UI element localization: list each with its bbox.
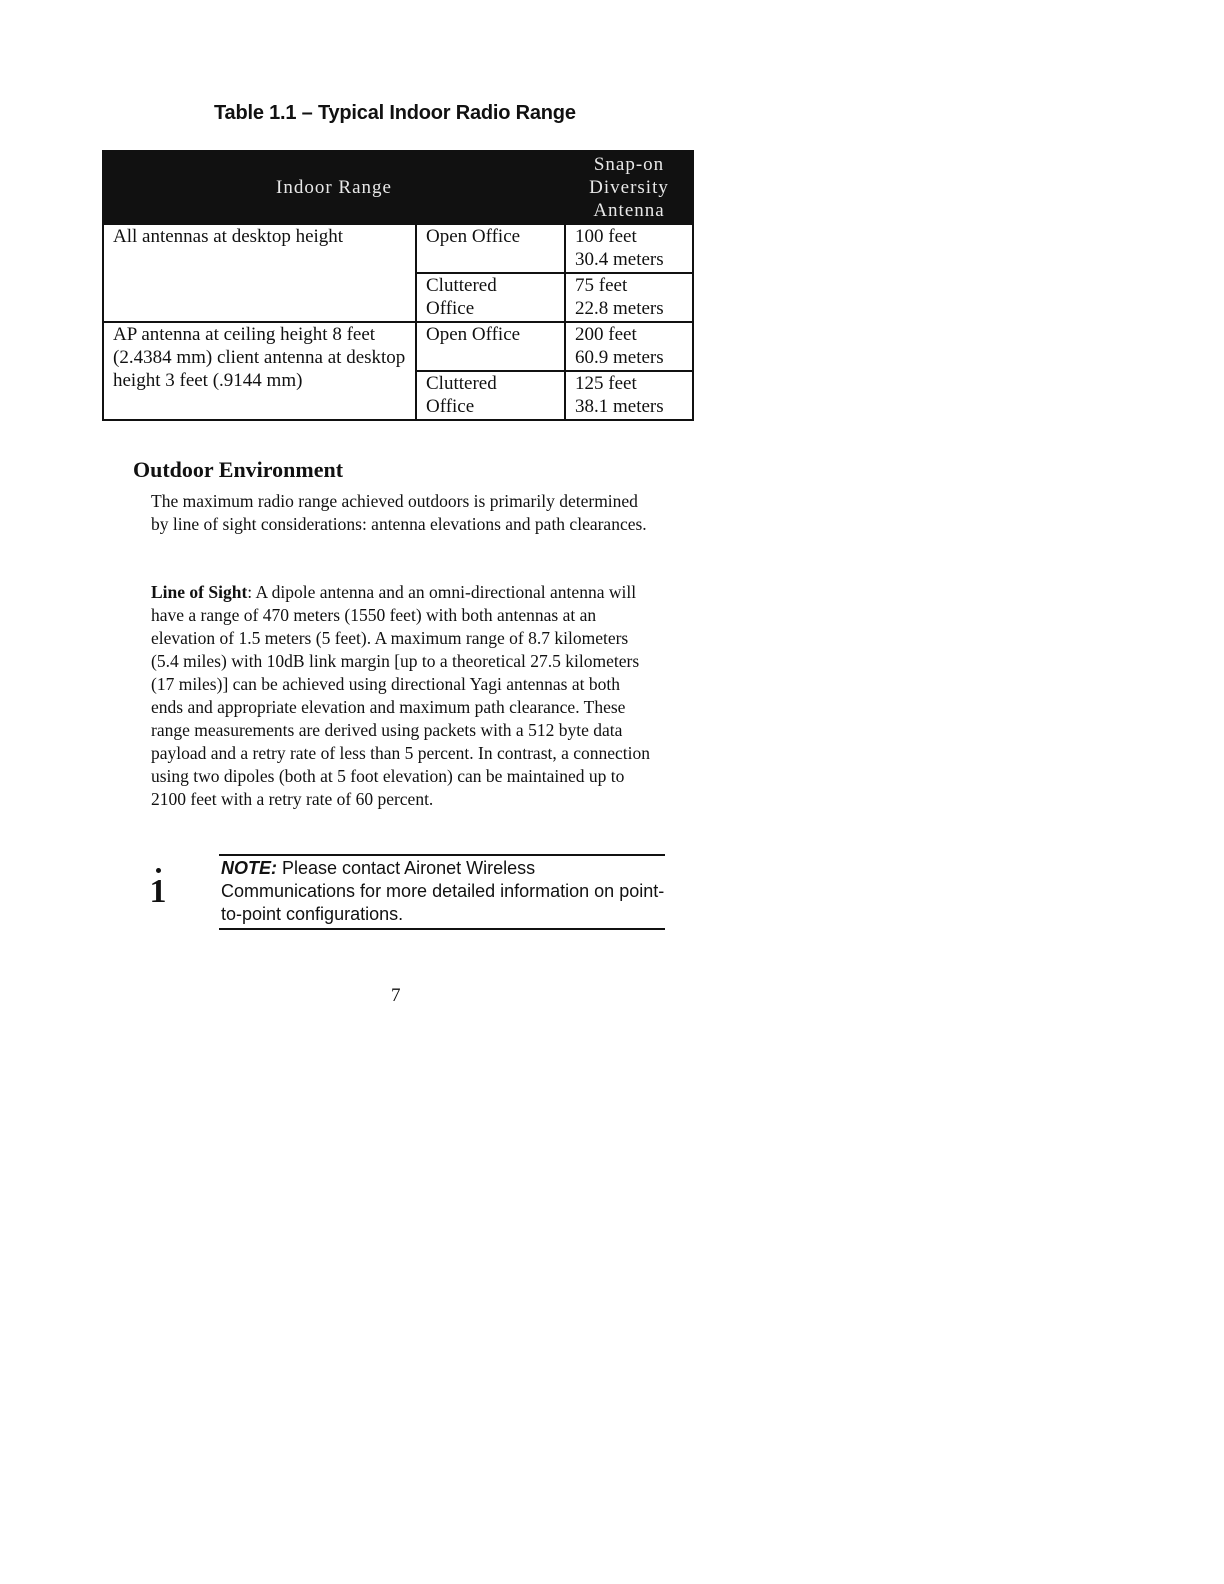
table-header-row: [103, 151, 693, 224]
location-text: Cluttered Office: [426, 373, 497, 417]
note-body: Please contact Aironet Wireless Communications for more detailed information on point-to-point configurations.: [221, 858, 665, 924]
note-number: 1: [149, 873, 167, 910]
range-cell: [565, 322, 693, 371]
range-feet: 75 feet: [575, 275, 628, 296]
note-box: [221, 857, 671, 926]
range-feet: 125 feet: [575, 373, 637, 394]
header-indoor-range: Indoor Range: [103, 151, 565, 224]
note-marker: [146, 862, 170, 910]
location-cell: Open Office: [416, 224, 565, 273]
location-cell: [416, 371, 565, 420]
range-meters: 38.1 meters: [575, 396, 664, 417]
line-of-sight-label: Line of Sight: [151, 582, 248, 602]
note-top-rule: [219, 854, 665, 856]
header-snap-line1: Snap-on: [593, 154, 665, 175]
range-meters: 60.9 meters: [575, 347, 664, 368]
range-cell: [565, 273, 693, 322]
range-meters: 30.4 meters: [575, 249, 664, 270]
range-feet: 200 feet: [575, 324, 637, 345]
indoor-range-table: [102, 150, 694, 421]
environment-cell: AP antenna at ceiling height 8 feet (2.4384 mm) client antenna at desktop height 3 feet (.9144 mm): [103, 322, 416, 420]
table-title: Table 1.1 – Typical Indoor Radio Range: [214, 102, 576, 124]
note-bottom-rule: [219, 928, 665, 930]
environment-cell: All antennas at desktop height: [103, 224, 416, 322]
table-row: [103, 322, 693, 371]
page-number: 7: [391, 985, 401, 1006]
header-snap-line2: Diversity: [589, 177, 669, 198]
paragraph-outdoor-range: The maximum radio range achieved outdoors is primarily determined by line of sight considerations: antenna elevations and path clearances.: [151, 491, 647, 534]
paragraph-line-of-sight: [151, 581, 651, 811]
note-label: NOTE:: [221, 858, 277, 878]
range-cell: [565, 371, 693, 420]
header-snap-line3: Antenna: [593, 200, 665, 221]
location-text: Cluttered Office: [426, 275, 497, 319]
section-heading: Outdoor Environment: [133, 457, 344, 482]
line-of-sight-text: : A dipole antenna and an omni-directional antenna will have a range of 470 meters (1550 feet) with both antennas at an elevation of 1.5 meters (5 feet). A maximum range of 8.7 kilometers (5.4 miles) with 10dB link margin [up to a theoretical 27.5 kilometers (17 miles)] can be achieved using directional Yagi antennas at both ends and appropriate elevation and maximum path clearance. These range measurements are derived using packets with a 512 byte data payload and a retry rate of less than 5 percent. In contrast, a connection using two dipoles (both at 5 foot elevation) can be maintained up to 2100 feet with a retry rate of 60 percent.: [151, 582, 651, 809]
location-cell: [416, 273, 565, 322]
range-cell: [565, 224, 693, 273]
range-meters: 22.8 meters: [575, 298, 664, 319]
range-feet: 100 feet: [575, 226, 637, 247]
header-snap-on-antenna: [565, 151, 693, 224]
table-row: [103, 224, 693, 273]
location-cell: Open Office: [416, 322, 565, 371]
